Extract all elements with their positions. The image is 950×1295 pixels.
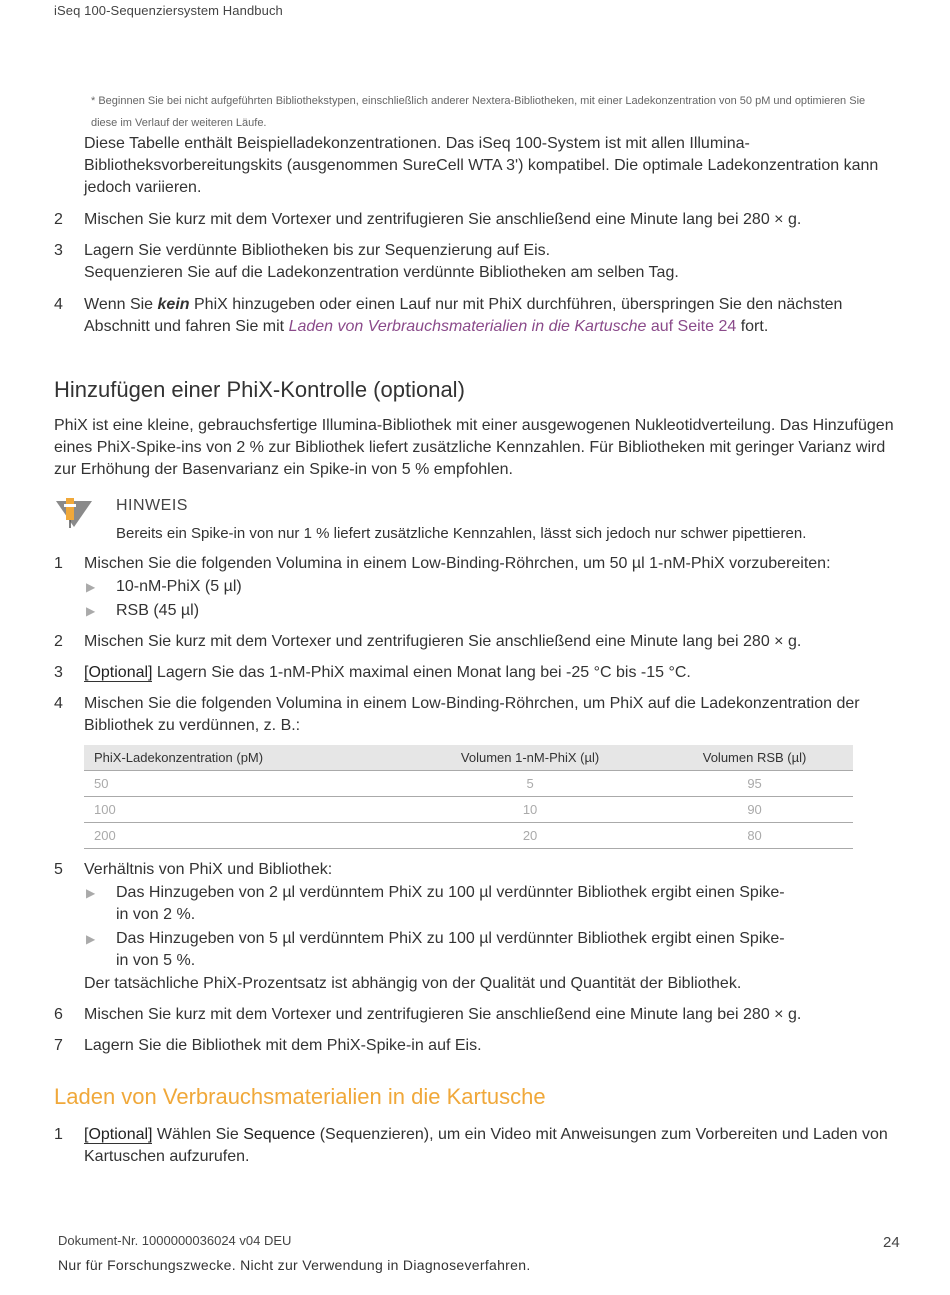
- table-cell: 5: [404, 771, 656, 797]
- step-line: Lagern Sie verdünnte Bibliotheken bis zur Sequenzierung auf Eis.: [84, 242, 551, 259]
- table-cell: 20: [404, 823, 656, 849]
- bullet-text: 10-nM-PhiX (5 µl): [116, 578, 242, 595]
- step-line: Sequenzieren Sie auf die Ladekonzentration verdünnte Bibliotheken am selben Tag.: [84, 264, 679, 281]
- table-cell: 10: [404, 797, 656, 823]
- bullet-icon: ▶: [86, 580, 96, 594]
- step-number: 2: [54, 633, 63, 650]
- column-header: Volumen 1-nM-PhiX (µl): [404, 745, 656, 771]
- column-header: Volumen RSB (µl): [656, 745, 853, 771]
- text-run: PhiX hinzugeben oder einen Lauf nur mit PhiX durchführen, überspringen Sie den nächsten Abschnitt und fahren Sie mit: [84, 296, 843, 335]
- table-cell: 80: [656, 823, 853, 849]
- table-cell: 90: [656, 797, 853, 823]
- table-cell: 100: [84, 797, 404, 823]
- step-text: Mischen Sie kurz mit dem Vortexer und zentrifugieren Sie anschließend eine Minute lang bei 280 × g.: [84, 211, 802, 228]
- step-text: Mischen Sie die folgenden Volumina in einem Low-Binding-Röhrchen, um PhiX auf die Ladekonzentration der Bibliothek zu verdünnen, z. B.:: [84, 695, 860, 734]
- text-run: Lagern Sie das 1-nM-PhiX maximal einen Monat lang bei -25 °C bis -15 °C.: [152, 664, 691, 681]
- bullet-text: Das Hinzugeben von 5 µl verdünntem PhiX zu 100 µl verdünnter Bibliothek ergibt einen Spike-in von 5 %.: [116, 930, 785, 969]
- step-number: 4: [54, 296, 63, 313]
- text-run: fort.: [736, 318, 769, 335]
- phix-paragraph: PhiX ist eine kleine, gebrauchsfertige Illumina-Bibliothek mit einer ausgewogenen Nukleotidverteilung. Das Hinzufügen eines PhiX-Spike-ins von 2 % zur Bibliothek liefert zusätzliche Kennzahlen. Für Bibliotheken mit geringer Varianz wird zur Erhöhung der Basenvarianz ein Spike-in von 5 % empfohlen.: [54, 417, 894, 478]
- column-header: PhiX-Ladekonzentration (pM): [84, 745, 404, 771]
- step-number: 6: [54, 1006, 63, 1023]
- step-number: 7: [54, 1037, 63, 1054]
- document-number: Dokument-Nr. 1000000036024 v04 DEU: [58, 1233, 292, 1248]
- table-row: [84, 823, 853, 849]
- step-text: [84, 240, 904, 284]
- note-title: HINWEIS: [116, 497, 188, 514]
- table-header-row: [84, 745, 853, 771]
- step-number: 3: [54, 664, 63, 681]
- page-number: 24: [883, 1234, 900, 1251]
- cross-reference-link[interactable]: Laden von Verbrauchsmaterialien in die Kartusche: [288, 318, 647, 335]
- step-text: [84, 294, 904, 338]
- section-heading-phix: Hinzufügen einer PhiX-Kontrolle (optional): [54, 377, 465, 402]
- step-number: 1: [54, 555, 63, 572]
- text-run: Wenn Sie: [84, 296, 158, 313]
- emphasis: kein: [157, 296, 190, 313]
- note-body: Bereits ein Spike-in von nur 1 % liefert zusätzliche Kennzahlen, lässt sich jedoch nur schwer pipettieren.: [116, 525, 807, 542]
- table-cell: 95: [656, 771, 853, 797]
- step-note: Der tatsächliche PhiX-Prozentsatz ist abhängig von der Qualität und Quantität der Bibliothek.: [84, 975, 742, 992]
- step-number: 1: [54, 1126, 63, 1143]
- text-run: (Sequenzieren), um ein Video mit Anweisungen zum Vorbereiten und Laden von Kartuschen aufzurufen.: [84, 1126, 888, 1165]
- table-cell: 50: [84, 771, 404, 797]
- step-number: 3: [54, 242, 63, 259]
- text-run: Wählen Sie: [152, 1126, 244, 1143]
- bullet-text: RSB (45 µl): [116, 602, 200, 619]
- running-header: iSeq 100-Sequenziersystem Handbuch: [54, 3, 283, 18]
- optional-label: [Optional]: [84, 664, 153, 681]
- disclaimer: Nur für Forschungszwecke. Nicht zur Verwendung in Diagnoseverfahren.: [58, 1257, 531, 1273]
- table-footnote: * Beginnen Sie bei nicht aufgeführten Bibliothekstypen, einschließlich anderer Nextera-Bibliotheken, mit einer Ladekonzentration von 50 pM und optimieren Sie diese im Verlauf der weiteren Läufe.: [91, 95, 866, 129]
- table-row: [84, 797, 853, 823]
- table-cell: 200: [84, 823, 404, 849]
- optional-label: [Optional]: [84, 1126, 153, 1143]
- step-text: [84, 662, 904, 684]
- bullet-icon: ▶: [86, 604, 96, 618]
- step-text: Lagern Sie die Bibliothek mit dem PhiX-Spike-in auf Eis.: [84, 1037, 482, 1054]
- step-number: 5: [54, 861, 63, 878]
- table-row: [84, 771, 853, 797]
- step-text: Mischen Sie die folgenden Volumina in einem Low-Binding-Röhrchen, um 50 µl 1-nM-PhiX vorzubereiten:: [84, 555, 831, 572]
- step-text: Verhältnis von PhiX und Bibliothek:: [84, 861, 333, 878]
- bullet-icon: ▶: [86, 886, 96, 900]
- page-reference-link[interactable]: auf Seite 24: [646, 318, 737, 335]
- step-number: 2: [54, 211, 63, 228]
- intro-paragraph: Diese Tabelle enthält Beispielladekonzentrationen. Das iSeq 100-System ist mit allen Illumina-Bibliotheksvorbereitungskits (ausgenommen SureCell WTA 3ʹ) kompatibel. Die optimale Ladekonzentration kann jedoch variieren.: [84, 135, 879, 196]
- bullet-text: Das Hinzugeben von 2 µl verdünntem PhiX zu 100 µl verdünnter Bibliothek ergibt einen Spike-in von 2 %.: [116, 884, 785, 923]
- note-icon: [54, 496, 94, 530]
- ui-term: Sequence: [243, 1126, 316, 1143]
- step-text: [84, 1124, 904, 1168]
- step-text: Mischen Sie kurz mit dem Vortexer und zentrifugieren Sie anschließend eine Minute lang bei 280 × g.: [84, 633, 802, 650]
- step-number: 4: [54, 695, 63, 712]
- phix-dilution-table: [84, 745, 853, 849]
- step-text: Mischen Sie kurz mit dem Vortexer und zentrifugieren Sie anschließend eine Minute lang bei 280 × g.: [84, 1006, 802, 1023]
- bullet-icon: ▶: [86, 932, 96, 946]
- section-heading-cartridge: Laden von Verbrauchsmaterialien in die Kartusche: [54, 1084, 546, 1109]
